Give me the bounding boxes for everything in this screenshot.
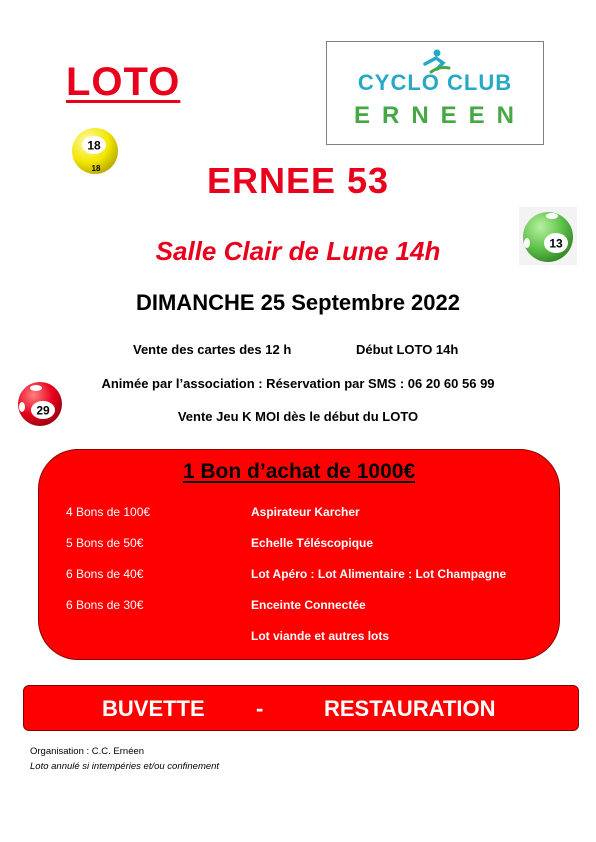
banner-separator: - xyxy=(256,696,264,721)
banner-right: RESTAURATION xyxy=(324,696,496,721)
cancellation-note: Loto annulé si intempéries et/ou confinement xyxy=(30,761,220,772)
lot-item: Echelle Téléscopique xyxy=(251,536,374,550)
lot-item: Lot Apéro : Lot Alimentaire : Lot Champagne xyxy=(251,567,507,581)
main-prize: 1 Bon d’achat de 1000€ xyxy=(182,460,416,483)
svg-text:29: 29 xyxy=(36,403,50,418)
lot-item: Aspirateur Karcher xyxy=(251,505,360,519)
city-heading: ERNEE 53 xyxy=(206,160,390,201)
lot-item: Enceinte Connectée xyxy=(251,598,366,612)
prizes-panel xyxy=(38,449,560,660)
game-info: Vente Jeu K MOI dès le début du LOTO xyxy=(177,409,419,424)
voucher-item: 6 Bons de 40€ xyxy=(66,567,144,581)
card-sales-time: Vente des cartes des 12 h xyxy=(133,342,292,357)
svg-text:18: 18 xyxy=(87,138,101,153)
club-logo xyxy=(326,41,544,145)
voucher-item: 5 Bons de 50€ xyxy=(66,536,144,550)
event-date: DIMANCHE 25 Septembre 2022 xyxy=(135,290,460,315)
loto-title: LOTO xyxy=(66,60,181,104)
lot-item: Lot viande et autres lots xyxy=(251,629,390,643)
banner-left: BUVETTE xyxy=(102,696,205,721)
refreshments-banner xyxy=(23,685,579,731)
logo-line2: ERNEEN xyxy=(353,102,527,129)
organizer: Organisation : C.C. Ernéen xyxy=(30,746,145,757)
venue-heading: Salle Clair de Lune 14h xyxy=(155,236,441,266)
voucher-list xyxy=(66,505,150,629)
lot-list xyxy=(251,505,506,660)
reservation-info: Animée par l’association : Réservation par SMS : 06 20 60 56 99 xyxy=(101,376,495,391)
start-time: Début LOTO 14h xyxy=(356,342,459,357)
voucher-item: 6 Bons de 30€ xyxy=(66,598,144,612)
svg-text:13: 13 xyxy=(549,236,563,251)
svg-text:18: 18 xyxy=(91,164,101,173)
logo-line1: CYCLO CLUB xyxy=(357,70,513,95)
voucher-item: 4 Bons de 100€ xyxy=(66,505,151,519)
